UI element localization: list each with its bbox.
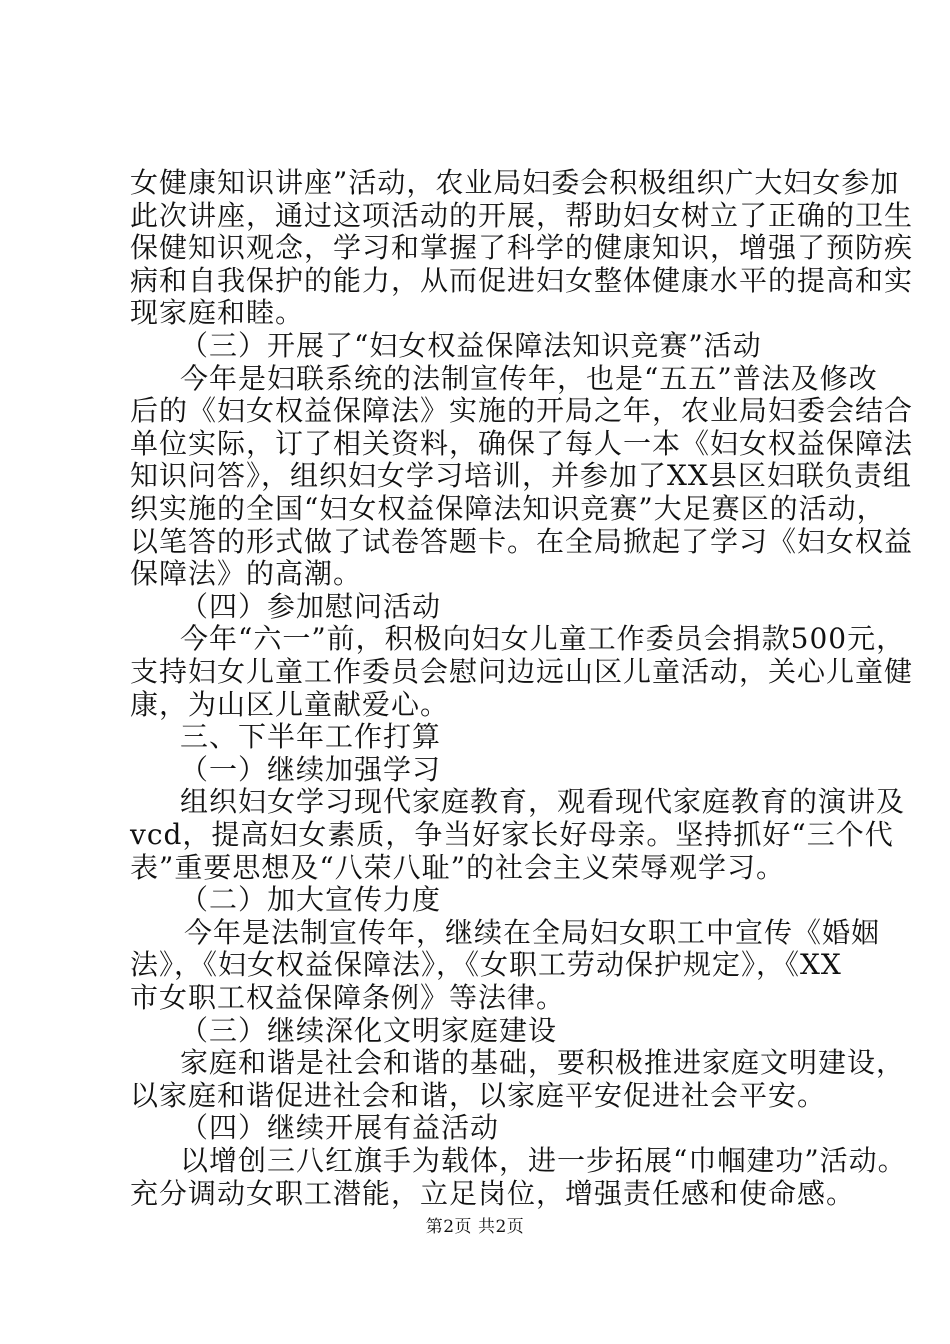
text-line: 表”重要思想及“八荣八耻”的社会主义荣辱观学习。 — [130, 851, 785, 884]
text-line: 康，为山区儿童献爱心。 — [130, 688, 450, 721]
section-heading: （二）加大宣传力度 — [180, 883, 442, 916]
text-line: 今年“六一”前，积极向妇女儿童工作委员会捐款500元， — [180, 622, 906, 655]
section-heading: （三）开展了“妇女权益保障法知识竞赛”活动 — [180, 329, 762, 362]
text-line: 后的《妇女权益保障法》实施的开局之年，农业局妇委会结合 — [130, 394, 914, 427]
section-heading: （三）继续深化文明家庭建设 — [180, 1014, 558, 1047]
text-line: 市女职工权益保障条例》等法律。 — [130, 981, 566, 1014]
text-line: 女健康知识讲座”活动，农业局妇委会积极组织广大妇女参加 — [130, 166, 900, 199]
text-line: 此次讲座，通过这项活动的开展，帮助妇女树立了正确的卫生 — [130, 199, 914, 232]
text-line: 知识问答》，组织妇女学习培训，并参加了XX县区妇联负责组 — [130, 459, 912, 492]
text-line: 保健知识观念，学习和掌握了科学的健康知识，增强了预防疾 — [130, 231, 914, 264]
text-line: 以增创三八红旗手为载体，进一步拓展“巾帼建功”活动。 — [180, 1144, 907, 1177]
text-line: 以笔答的形式做了试卷答题卡。在全局掀起了学习《妇女权益 — [130, 525, 914, 558]
text-line: 织实施的全国“妇女权益保障法知识竞赛”大足赛区的活动， — [130, 492, 886, 525]
text-line: 病和自我保护的能力，从而促进妇女整体健康水平的提高和实 — [130, 264, 914, 297]
text-line: 今年是妇联系统的法制宣传年，也是“五五”普法及修改 — [180, 362, 878, 395]
page-footer: 第2页 共2页 — [425, 1217, 525, 1237]
text-line: 组织妇女学习现代家庭教育，观看现代家庭教育的演讲及 — [180, 785, 906, 818]
section-heading: （四）继续开展有益活动 — [180, 1111, 500, 1144]
text-line: 今年是法制宣传年，继续在全局妇女职工中宣传《婚姻 — [184, 916, 881, 949]
section-heading: （四）参加慰问活动 — [180, 590, 442, 623]
text-line: 支持妇女儿童工作委员会慰问边远山区儿童活动，关心儿童健 — [130, 655, 914, 688]
text-line: 单位实际，订了相关资料，确保了每人一本《妇女权益保障法 — [130, 427, 914, 460]
text-line: 家庭和谐是社会和谐的基础，要积极推进家庭文明建设， — [180, 1046, 906, 1079]
text-line: 保障法》的高潮。 — [130, 557, 363, 590]
text-line: vcd，提高妇女素质，争当好家长好母亲。坚持抓好“三个代 — [130, 818, 894, 851]
section-heading: 三、下半年工作打算 — [180, 720, 442, 753]
text-line: 法》，《妇女权益保障法》，《女职工劳动保护规定》，《XX — [130, 948, 842, 981]
section-heading: （一）继续加强学习 — [180, 753, 442, 786]
text-line: 以家庭和谐促进社会和谐，以家庭平安促进社会平安。 — [130, 1079, 827, 1112]
text-line: 充分调动女职工潜能，立足岗位，增强责任感和使命感。 — [130, 1177, 856, 1210]
text-line: 现家庭和睦。 — [130, 296, 305, 329]
